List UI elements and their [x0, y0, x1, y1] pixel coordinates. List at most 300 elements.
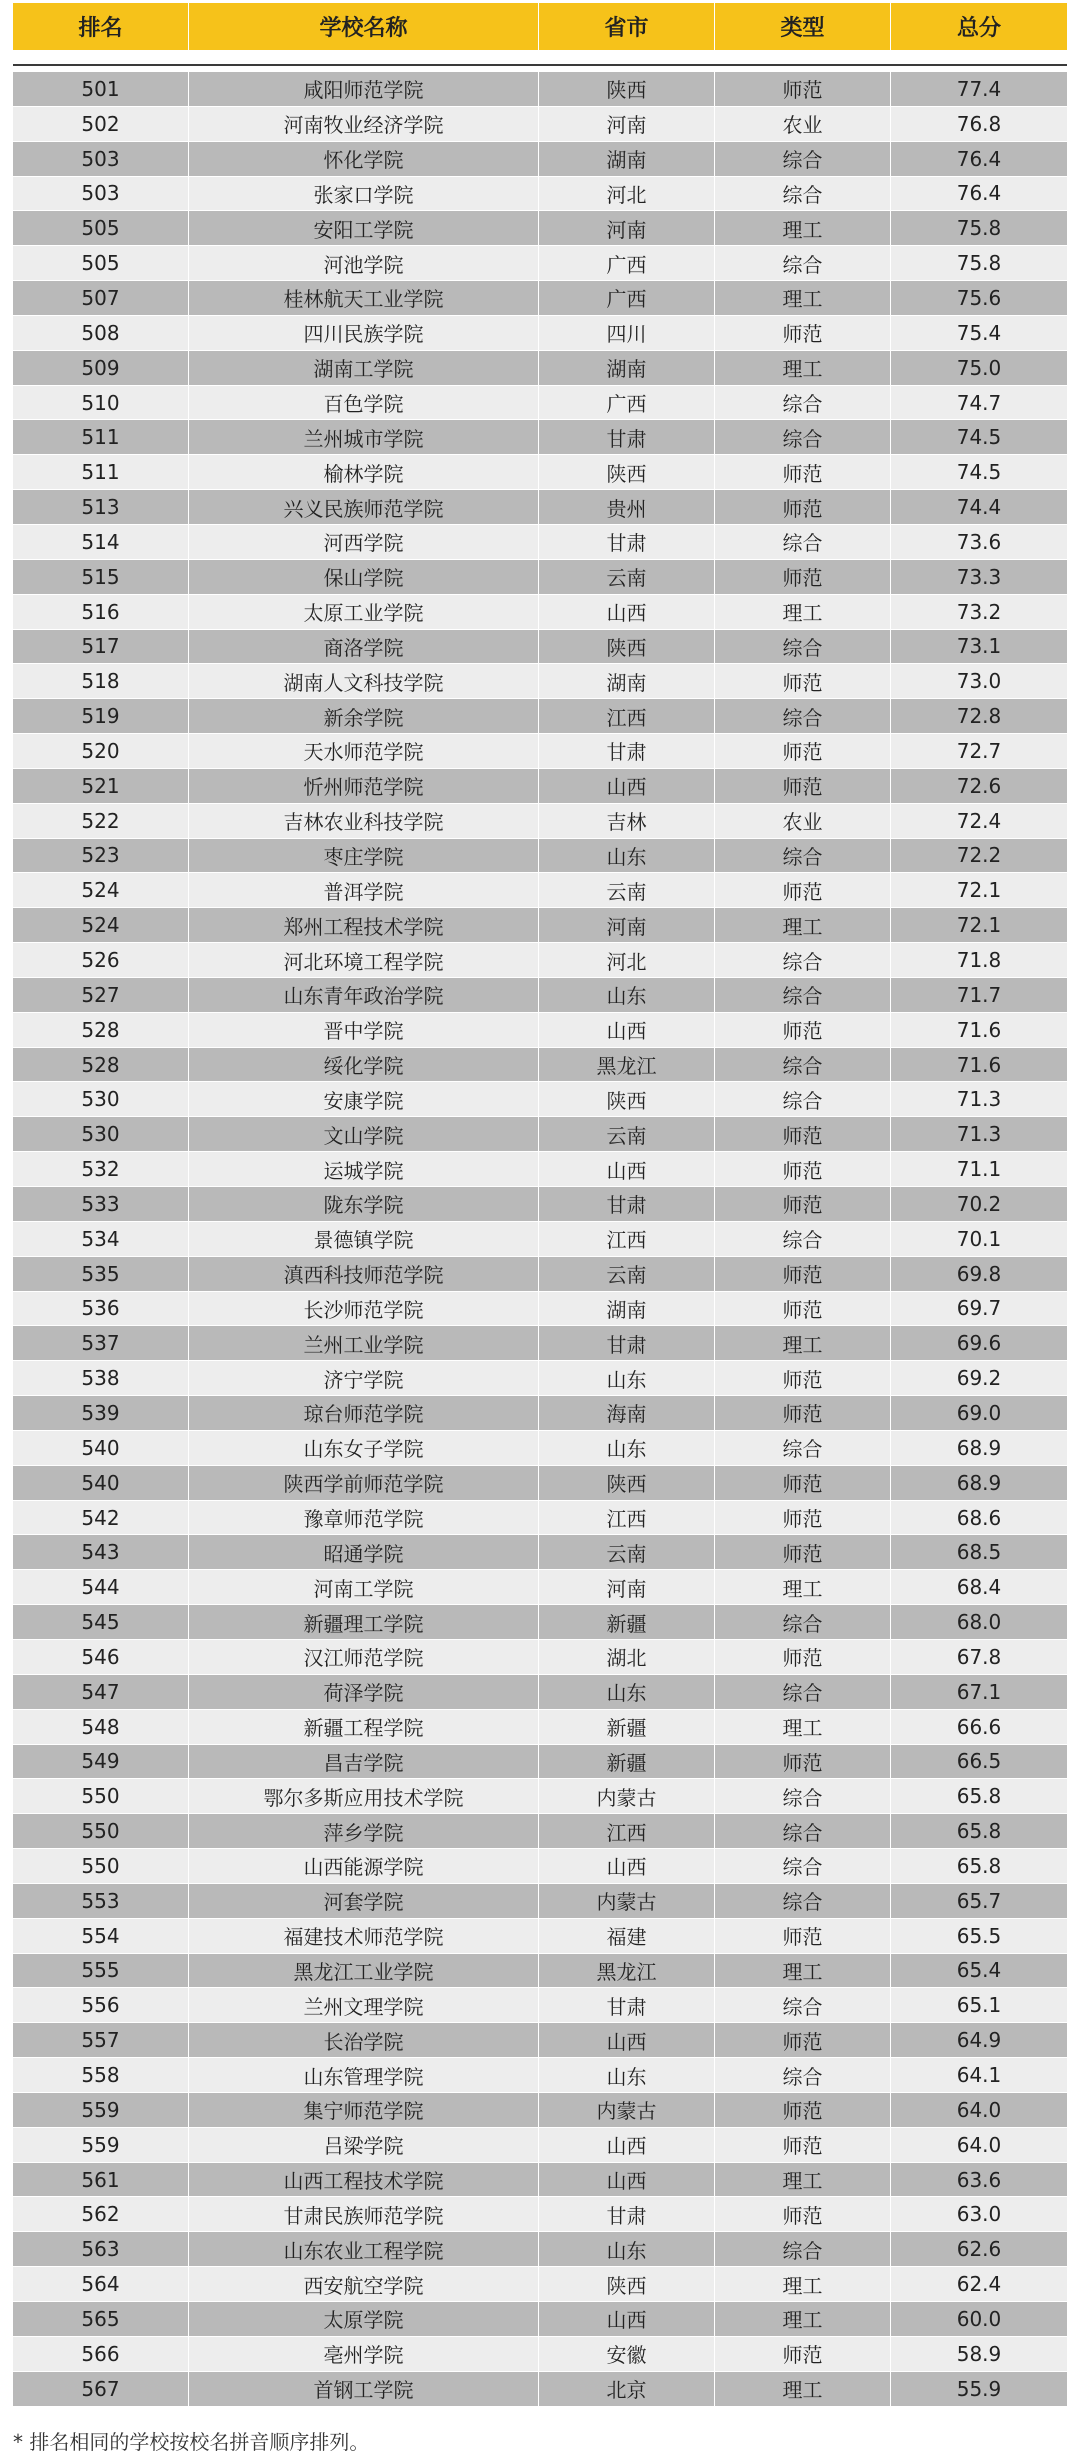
cell-score: 74.7 [956, 390, 1002, 415]
table-row [13, 2197, 1067, 2232]
cell-province: 吉林 [539, 804, 715, 838]
cell-type: 综合 [715, 2058, 891, 2092]
cell-province: 福建 [539, 1919, 715, 1953]
table-row [13, 1117, 1067, 1152]
cell-school: 商洛学院 [189, 630, 539, 664]
cell-type: 理工 [715, 1710, 891, 1744]
cell-type: 综合 [715, 1814, 891, 1848]
cell-type: 综合 [715, 1431, 891, 1465]
cell-rank: 519 [13, 699, 189, 733]
cell-rank: 543 [13, 1535, 189, 1569]
cell-score: 75.4 [956, 320, 1002, 345]
cell-type: 理工 [715, 2302, 891, 2336]
table-row [13, 630, 1067, 665]
table-row [13, 1082, 1067, 1117]
cell-school: 琼台师范学院 [189, 1396, 539, 1430]
cell-score: 60.0 [956, 2306, 1002, 2331]
cell-score: 69.7 [956, 1296, 1002, 1321]
table-row [13, 107, 1067, 142]
table-row [13, 873, 1067, 908]
table-row [13, 1396, 1067, 1431]
cell-school: 百色学院 [189, 386, 539, 420]
cell-type: 综合 [715, 420, 891, 454]
table-row [13, 351, 1067, 386]
cell-rank: 544 [13, 1570, 189, 1604]
cell-score: 55.9 [956, 2376, 1002, 2401]
cell-type: 综合 [715, 142, 891, 176]
cell-province: 广西 [539, 246, 715, 280]
cell-type: 师范 [715, 316, 891, 350]
cell-rank: 534 [13, 1222, 189, 1256]
table-row [13, 2232, 1067, 2267]
table-row [13, 1919, 1067, 1954]
cell-rank: 516 [13, 595, 189, 629]
cell-rank: 536 [13, 1292, 189, 1326]
cell-rank: 522 [13, 804, 189, 838]
cell-school: 晋中学院 [189, 1013, 539, 1047]
cell-score: 77.4 [956, 76, 1002, 101]
cell-province: 云南 [539, 1257, 715, 1291]
cell-province: 湖南 [539, 351, 715, 385]
cell-school: 山西工程技术学院 [189, 2163, 539, 2197]
cell-rank: 533 [13, 1187, 189, 1221]
cell-type: 理工 [715, 2372, 891, 2406]
cell-province: 山东 [539, 2232, 715, 2266]
cell-type: 理工 [715, 281, 891, 315]
cell-score: 71.6 [956, 1052, 1002, 1077]
cell-school: 景德镇学院 [189, 1222, 539, 1256]
cell-school: 山东青年政治学院 [189, 978, 539, 1012]
cell-type: 师范 [715, 769, 891, 803]
table-row [13, 2058, 1067, 2093]
table-row [13, 2128, 1067, 2163]
table-row [13, 943, 1067, 978]
cell-score: 76.8 [956, 111, 1002, 136]
cell-province: 山西 [539, 2128, 715, 2162]
cell-province: 新疆 [539, 1710, 715, 1744]
cell-type: 师范 [715, 2197, 891, 2231]
table-row [13, 978, 1067, 1013]
cell-type: 农业 [715, 107, 891, 141]
cell-rank: 549 [13, 1745, 189, 1779]
cell-score: 73.1 [956, 634, 1002, 659]
cell-rank: 517 [13, 630, 189, 664]
cell-type: 师范 [715, 2337, 891, 2371]
table-row [13, 2093, 1067, 2128]
cell-school: 首钢工学院 [189, 2372, 539, 2406]
cell-province: 山西 [539, 769, 715, 803]
cell-type: 农业 [715, 804, 891, 838]
table-row [13, 2163, 1067, 2198]
header-divider [13, 64, 1067, 66]
cell-school: 吕梁学院 [189, 2128, 539, 2162]
cell-type: 理工 [715, 1570, 891, 1604]
cell-rank: 530 [13, 1082, 189, 1116]
cell-school: 咸阳师范学院 [189, 72, 539, 106]
cell-school: 长沙师范学院 [189, 1292, 539, 1326]
table-row [13, 490, 1067, 525]
cell-rank: 550 [13, 1779, 189, 1813]
cell-rank: 530 [13, 1117, 189, 1151]
cell-score: 74.5 [956, 425, 1002, 450]
table-row [13, 1152, 1067, 1187]
cell-score: 65.8 [956, 1853, 1002, 1878]
cell-rank: 537 [13, 1326, 189, 1360]
table-row [13, 1501, 1067, 1536]
table-row [13, 1466, 1067, 1501]
cell-province: 黑龙江 [539, 1954, 715, 1988]
cell-school: 山西能源学院 [189, 1849, 539, 1883]
cell-school: 运城学院 [189, 1152, 539, 1186]
cell-province: 新疆 [539, 1605, 715, 1639]
cell-province: 山东 [539, 978, 715, 1012]
cell-type: 师范 [715, 72, 891, 106]
cell-province: 安徽 [539, 2337, 715, 2371]
table-row [13, 1849, 1067, 1884]
cell-type: 师范 [715, 1466, 891, 1500]
header-school: 学校名称 [189, 3, 539, 50]
cell-type: 综合 [715, 1082, 891, 1116]
table-row [13, 211, 1067, 246]
table-row [13, 734, 1067, 769]
cell-school: 普洱学院 [189, 873, 539, 907]
cell-school: 新余学院 [189, 699, 539, 733]
cell-rank: 561 [13, 2163, 189, 2197]
cell-rank: 521 [13, 769, 189, 803]
cell-province: 山西 [539, 1152, 715, 1186]
cell-school: 长治学院 [189, 2023, 539, 2057]
cell-school: 湖南工学院 [189, 351, 539, 385]
cell-score: 76.4 [956, 181, 1002, 206]
cell-school: 集宁师范学院 [189, 2093, 539, 2127]
cell-rank: 518 [13, 664, 189, 698]
cell-province: 陕西 [539, 72, 715, 106]
cell-rank: 532 [13, 1152, 189, 1186]
cell-province: 陕西 [539, 2267, 715, 2301]
table-row [13, 1675, 1067, 1710]
cell-score: 69.8 [956, 1261, 1002, 1286]
cell-province: 云南 [539, 1117, 715, 1151]
cell-score: 72.4 [956, 808, 1002, 833]
cell-school: 山东农业工程学院 [189, 2232, 539, 2266]
cell-province: 湖南 [539, 142, 715, 176]
cell-province: 内蒙古 [539, 1884, 715, 1918]
cell-school: 榆林学院 [189, 455, 539, 489]
cell-type: 师范 [715, 1361, 891, 1395]
table-row [13, 1535, 1067, 1570]
cell-province: 江西 [539, 1222, 715, 1256]
cell-score: 73.0 [956, 669, 1002, 694]
cell-type: 综合 [715, 1222, 891, 1256]
cell-province: 河北 [539, 943, 715, 977]
cell-type: 综合 [715, 978, 891, 1012]
table-row [13, 1292, 1067, 1327]
table-row [13, 804, 1067, 839]
cell-rank: 526 [13, 943, 189, 977]
cell-school: 太原学院 [189, 2302, 539, 2336]
cell-province: 江西 [539, 699, 715, 733]
cell-score: 71.8 [956, 948, 1002, 973]
cell-school: 甘肃民族师范学院 [189, 2197, 539, 2231]
cell-school: 怀化学院 [189, 142, 539, 176]
cell-school: 昌吉学院 [189, 1745, 539, 1779]
cell-score: 75.6 [956, 285, 1002, 310]
cell-score: 67.8 [956, 1644, 1002, 1669]
cell-school: 河池学院 [189, 246, 539, 280]
cell-score: 72.1 [956, 878, 1002, 903]
cell-score: 72.7 [956, 738, 1002, 763]
cell-score: 71.1 [956, 1157, 1002, 1182]
cell-province: 甘肃 [539, 1187, 715, 1221]
cell-score: 74.5 [956, 460, 1002, 485]
cell-rank: 540 [13, 1466, 189, 1500]
cell-school: 安康学院 [189, 1082, 539, 1116]
table-row [13, 699, 1067, 734]
cell-type: 师范 [715, 1745, 891, 1779]
cell-province: 山东 [539, 2058, 715, 2092]
cell-province: 四川 [539, 316, 715, 350]
cell-type: 理工 [715, 2267, 891, 2301]
cell-score: 76.4 [956, 146, 1002, 171]
cell-province: 山西 [539, 2302, 715, 2336]
cell-type: 师范 [715, 2023, 891, 2057]
cell-province: 河南 [539, 107, 715, 141]
table-row [13, 1640, 1067, 1675]
cell-score: 72.6 [956, 773, 1002, 798]
cell-school: 河北环境工程学院 [189, 943, 539, 977]
cell-province: 山东 [539, 1361, 715, 1395]
cell-province: 河南 [539, 211, 715, 245]
cell-rank: 550 [13, 1814, 189, 1848]
cell-score: 71.7 [956, 982, 1002, 1007]
cell-rank: 524 [13, 908, 189, 942]
cell-type: 理工 [715, 211, 891, 245]
header-score: 总分 [956, 16, 1001, 41]
cell-province: 甘肃 [539, 2197, 715, 2231]
cell-province: 山西 [539, 2023, 715, 2057]
cell-rank: 535 [13, 1257, 189, 1291]
cell-rank: 547 [13, 1675, 189, 1709]
cell-type: 师范 [715, 1535, 891, 1569]
cell-type: 综合 [715, 1048, 891, 1082]
cell-school: 济宁学院 [189, 1361, 539, 1395]
cell-rank: 501 [13, 72, 189, 106]
cell-score: 70.2 [956, 1191, 1002, 1216]
cell-province: 甘肃 [539, 525, 715, 559]
table-row [13, 1187, 1067, 1222]
cell-type: 综合 [715, 525, 891, 559]
cell-school: 亳州学院 [189, 2337, 539, 2371]
cell-type: 综合 [715, 699, 891, 733]
cell-rank: 503 [13, 142, 189, 176]
cell-province: 广西 [539, 281, 715, 315]
cell-province: 河南 [539, 1570, 715, 1604]
table-row [13, 455, 1067, 490]
cell-school: 兴义民族师范学院 [189, 490, 539, 524]
cell-school: 绥化学院 [189, 1048, 539, 1082]
cell-rank: 550 [13, 1849, 189, 1883]
table-row [13, 281, 1067, 316]
cell-school: 吉林农业科技学院 [189, 804, 539, 838]
cell-score: 72.8 [956, 704, 1002, 729]
cell-score: 75.8 [956, 216, 1002, 241]
table-row [13, 769, 1067, 804]
cell-type: 师范 [715, 664, 891, 698]
cell-rank: 558 [13, 2058, 189, 2092]
cell-province: 甘肃 [539, 420, 715, 454]
table-row [13, 2023, 1067, 2058]
cell-school: 福建技术师范学院 [189, 1919, 539, 1953]
cell-score: 71.3 [956, 1087, 1002, 1112]
cell-type: 理工 [715, 595, 891, 629]
cell-type: 师范 [715, 1396, 891, 1430]
cell-rank: 562 [13, 2197, 189, 2231]
cell-province: 黑龙江 [539, 1048, 715, 1082]
cell-rank: 553 [13, 1884, 189, 1918]
table-row [13, 1710, 1067, 1745]
cell-type: 综合 [715, 177, 891, 211]
cell-type: 师范 [715, 1117, 891, 1151]
cell-type: 综合 [715, 1884, 891, 1918]
cell-province: 甘肃 [539, 734, 715, 768]
cell-province: 云南 [539, 873, 715, 907]
cell-type: 师范 [715, 1640, 891, 1674]
cell-score: 66.6 [956, 1714, 1002, 1739]
footnote: * 排名相同的学校按校名拼音顺序排列。 [13, 2430, 370, 2454]
table-row [13, 2302, 1067, 2337]
table-row [13, 595, 1067, 630]
cell-school: 郑州工程技术学院 [189, 908, 539, 942]
table-row [13, 664, 1067, 699]
cell-score: 69.6 [956, 1331, 1002, 1356]
cell-rank: 559 [13, 2093, 189, 2127]
cell-score: 69.0 [956, 1400, 1002, 1425]
cell-school: 天水师范学院 [189, 734, 539, 768]
table-row [13, 839, 1067, 874]
cell-rank: 511 [13, 420, 189, 454]
cell-score: 66.5 [956, 1749, 1002, 1774]
cell-province: 山东 [539, 1431, 715, 1465]
cell-rank: 511 [13, 455, 189, 489]
cell-rank: 527 [13, 978, 189, 1012]
cell-score: 58.9 [956, 2341, 1002, 2366]
cell-score: 62.6 [956, 2237, 1002, 2262]
table-row [13, 1361, 1067, 1396]
cell-rank: 548 [13, 1710, 189, 1744]
cell-rank: 555 [13, 1954, 189, 1988]
cell-type: 综合 [715, 943, 891, 977]
header-rank: 排名 [13, 3, 189, 50]
cell-type: 师范 [715, 1013, 891, 1047]
table-header [13, 3, 1067, 50]
cell-province: 云南 [539, 1535, 715, 1569]
cell-school: 黑龙江工业学院 [189, 1954, 539, 1988]
cell-type: 理工 [715, 2163, 891, 2197]
cell-province: 广西 [539, 386, 715, 420]
cell-type: 师范 [715, 1257, 891, 1291]
cell-rank: 503 [13, 177, 189, 211]
cell-rank: 557 [13, 2023, 189, 2057]
cell-score: 69.2 [956, 1366, 1002, 1391]
cell-school: 张家口学院 [189, 177, 539, 211]
cell-type: 综合 [715, 1675, 891, 1709]
table-row [13, 1222, 1067, 1257]
cell-score: 68.6 [956, 1505, 1002, 1530]
cell-score: 72.1 [956, 913, 1002, 938]
cell-score: 72.2 [956, 843, 1002, 868]
table-row [13, 1326, 1067, 1361]
cell-school: 河西学院 [189, 525, 539, 559]
cell-type: 理工 [715, 908, 891, 942]
cell-rank: 545 [13, 1605, 189, 1639]
cell-province: 陕西 [539, 1466, 715, 1500]
cell-type: 综合 [715, 839, 891, 873]
header-province: 省市 [539, 3, 715, 50]
table-row [13, 386, 1067, 421]
cell-school: 滇西科技师范学院 [189, 1257, 539, 1291]
cell-score: 65.5 [956, 1923, 1002, 1948]
cell-rank: 528 [13, 1013, 189, 1047]
cell-rank: 546 [13, 1640, 189, 1674]
cell-school: 文山学院 [189, 1117, 539, 1151]
table-row [13, 2267, 1067, 2302]
cell-rank: 505 [13, 211, 189, 245]
table-row [13, 1013, 1067, 1048]
table-row [13, 1814, 1067, 1849]
cell-score: 68.0 [956, 1610, 1002, 1635]
cell-score: 67.1 [956, 1679, 1002, 1704]
cell-rank: 508 [13, 316, 189, 350]
cell-school: 湖南人文科技学院 [189, 664, 539, 698]
table-row [13, 420, 1067, 455]
cell-rank: 567 [13, 2372, 189, 2406]
cell-rank: 505 [13, 246, 189, 280]
cell-type: 综合 [715, 1605, 891, 1639]
cell-score: 71.6 [956, 1017, 1002, 1042]
cell-school: 新疆工程学院 [189, 1710, 539, 1744]
cell-rank: 524 [13, 873, 189, 907]
table-row [13, 1570, 1067, 1605]
table-row [13, 1884, 1067, 1919]
cell-school: 陇东学院 [189, 1187, 539, 1221]
table-row [13, 560, 1067, 595]
cell-score: 65.1 [956, 1993, 1002, 2018]
cell-score: 73.6 [956, 529, 1002, 554]
cell-score: 64.9 [956, 2028, 1002, 2053]
cell-score: 75.8 [956, 251, 1002, 276]
cell-type: 理工 [715, 1954, 891, 1988]
cell-province: 新疆 [539, 1745, 715, 1779]
cell-school: 萍乡学院 [189, 1814, 539, 1848]
cell-school: 桂林航天工业学院 [189, 281, 539, 315]
cell-rank: 556 [13, 1988, 189, 2022]
cell-score: 65.4 [956, 1958, 1002, 1983]
cell-province: 江西 [539, 1814, 715, 1848]
table-row [13, 2372, 1067, 2407]
cell-province: 湖南 [539, 1292, 715, 1326]
cell-type: 师范 [715, 873, 891, 907]
cell-score: 73.3 [956, 564, 1002, 589]
cell-rank: 564 [13, 2267, 189, 2301]
cell-type: 师范 [715, 1501, 891, 1535]
cell-rank: 520 [13, 734, 189, 768]
table-row [13, 1954, 1067, 1989]
cell-rank: 566 [13, 2337, 189, 2371]
cell-type: 理工 [715, 1326, 891, 1360]
cell-school: 豫章师范学院 [189, 1501, 539, 1535]
cell-type: 师范 [715, 734, 891, 768]
cell-school: 安阳工学院 [189, 211, 539, 245]
